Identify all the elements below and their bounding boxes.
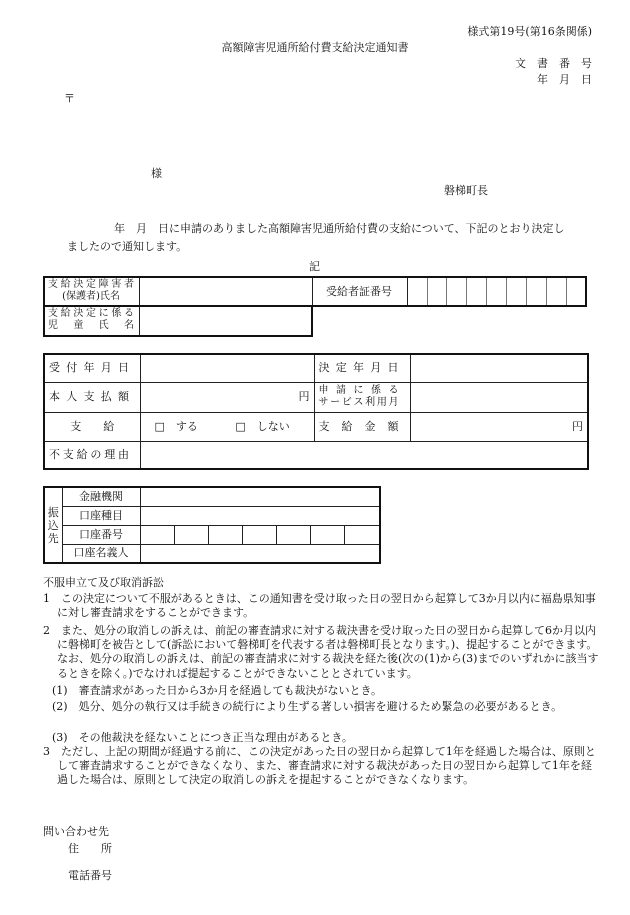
- payer-name-field[interactable]: [142, 281, 307, 303]
- ki-label: 記: [309, 260, 320, 273]
- bank-field[interactable]: [140, 487, 380, 506]
- appeal-subitem-3: (3) その他裁決を経ないことにつき正当な理由があるとき。: [52, 731, 353, 744]
- account-type-label: 口座種目: [62, 506, 140, 525]
- payment-choice: [140, 412, 314, 441]
- appeal-subitem-1: (1) 審査請求があった日から3か月を経過しても裁決がないとき。: [52, 684, 383, 697]
- yen-unit-2: 円: [572, 419, 583, 433]
- document-date-label: 年 月 日: [537, 73, 592, 86]
- document-number-label: 文 書 番 号: [515, 57, 592, 70]
- appeal-paragraph-1: 1 この決定について不服があるときは、この通知書を受け取った日の翌日から起算して3か月以内に福島県知事に対し審査請求をすることができます。: [43, 592, 596, 620]
- recipient-number-label: 受給者証番号: [326, 285, 392, 298]
- appeal-paragraph-2: 2 また、処分の取消しの訴えは、前記の審査請求に対する裁決書を受け取った日の翌日から起算して6か月以内に磐梯町を被告として(訴訟において磐梯町を代表する者は磐梯町長となります。)、提起することができます。なお、処分の取消しの訴えは、前記の審査請求に対する裁決を経た後(次の(1)から(3)までのいずれかに該当するときを除く。)でなければ提起することができないこととされています。: [43, 624, 599, 680]
- self-pay-field[interactable]: [140, 382, 314, 412]
- account-digit-6[interactable]: [310, 525, 344, 544]
- decision-date-label: 決定年月日: [314, 354, 410, 382]
- reason-label: 不支給の理由: [44, 441, 140, 469]
- intro-line-1: 年 月 日に申請のありました高額障害児通所給付費の支給について、下記のとおり決定し: [114, 222, 565, 235]
- self-pay-label: 本人支払額: [44, 382, 140, 412]
- account-digit-4[interactable]: [242, 525, 276, 544]
- reason-field[interactable]: [140, 441, 588, 469]
- payment-amount-field[interactable]: [410, 412, 588, 441]
- payment-amount-label: 支給金額: [314, 412, 410, 441]
- account-digit-3[interactable]: [208, 525, 242, 544]
- decision-table: [43, 353, 589, 470]
- contact-heading: 問い合わせ先: [43, 825, 109, 838]
- document-title: 高額障害児通所給付費支給決定通知書: [221, 41, 409, 54]
- service-month-field[interactable]: [410, 382, 588, 412]
- account-type-field[interactable]: [140, 506, 380, 525]
- appeal-heading: 不服申立て及び取消訴訟: [43, 576, 164, 589]
- issuer-name: 磐梯町長: [444, 184, 488, 197]
- account-digit-2[interactable]: [174, 525, 208, 544]
- child-name-field[interactable]: [142, 309, 307, 333]
- checkbox-yes[interactable]: □ する: [154, 419, 198, 433]
- payer-name-label: 支給決定障害者 (保護者)氏名: [48, 279, 134, 302]
- account-digit-1[interactable]: [140, 525, 174, 544]
- service-month-label: 申請に係る サービス利用月: [314, 382, 410, 412]
- postal-mark: 〒: [64, 92, 75, 105]
- account-holder-label: 口座名義人: [62, 544, 140, 563]
- bank-label: 金融機関: [62, 487, 140, 506]
- intro-line-2: ましたので通知します。: [67, 240, 188, 253]
- transfer-destination-label: 振 込 先: [44, 487, 62, 563]
- account-number-label: 口座番号: [62, 525, 140, 544]
- account-holder-field[interactable]: [140, 544, 380, 563]
- appeal-paragraph-3: 3 ただし、上記の期間が経過する前に、この決定があった日の翌日から起算して1年を経過した場合は、原則として審査請求することができなくなり、また、審査請求に対する裁決があった日の翌日から起算して1年を経過した場合は、原則として決定の取消しの訴えを提起することができなくなります。: [43, 745, 596, 787]
- decision-date-field[interactable]: [410, 354, 588, 382]
- bank-table: [43, 486, 381, 564]
- child-name-label: 支給決定に係る 児 童 氏 名: [48, 308, 134, 331]
- form-number: 様式第19号(第16条関係): [467, 25, 592, 38]
- yen-unit-1: 円: [298, 390, 310, 403]
- checkbox-no[interactable]: □ しない: [235, 419, 290, 433]
- contact-address-label: 住 所: [68, 842, 112, 855]
- received-date-label: 受付年月日: [44, 354, 140, 382]
- addressee-honorific: 様: [151, 167, 162, 180]
- contact-phone-label: 電話番号: [68, 869, 112, 882]
- payment-label: 支 給: [44, 412, 140, 441]
- received-date-field[interactable]: [140, 354, 314, 382]
- account-digit-7[interactable]: [344, 525, 380, 544]
- appeal-subitem-2: (2) 処分、処分の執行又は手続きの続行により生ずる著しい損害を避けるため緊急の必要があるとき。: [52, 700, 563, 713]
- account-digit-5[interactable]: [276, 525, 310, 544]
